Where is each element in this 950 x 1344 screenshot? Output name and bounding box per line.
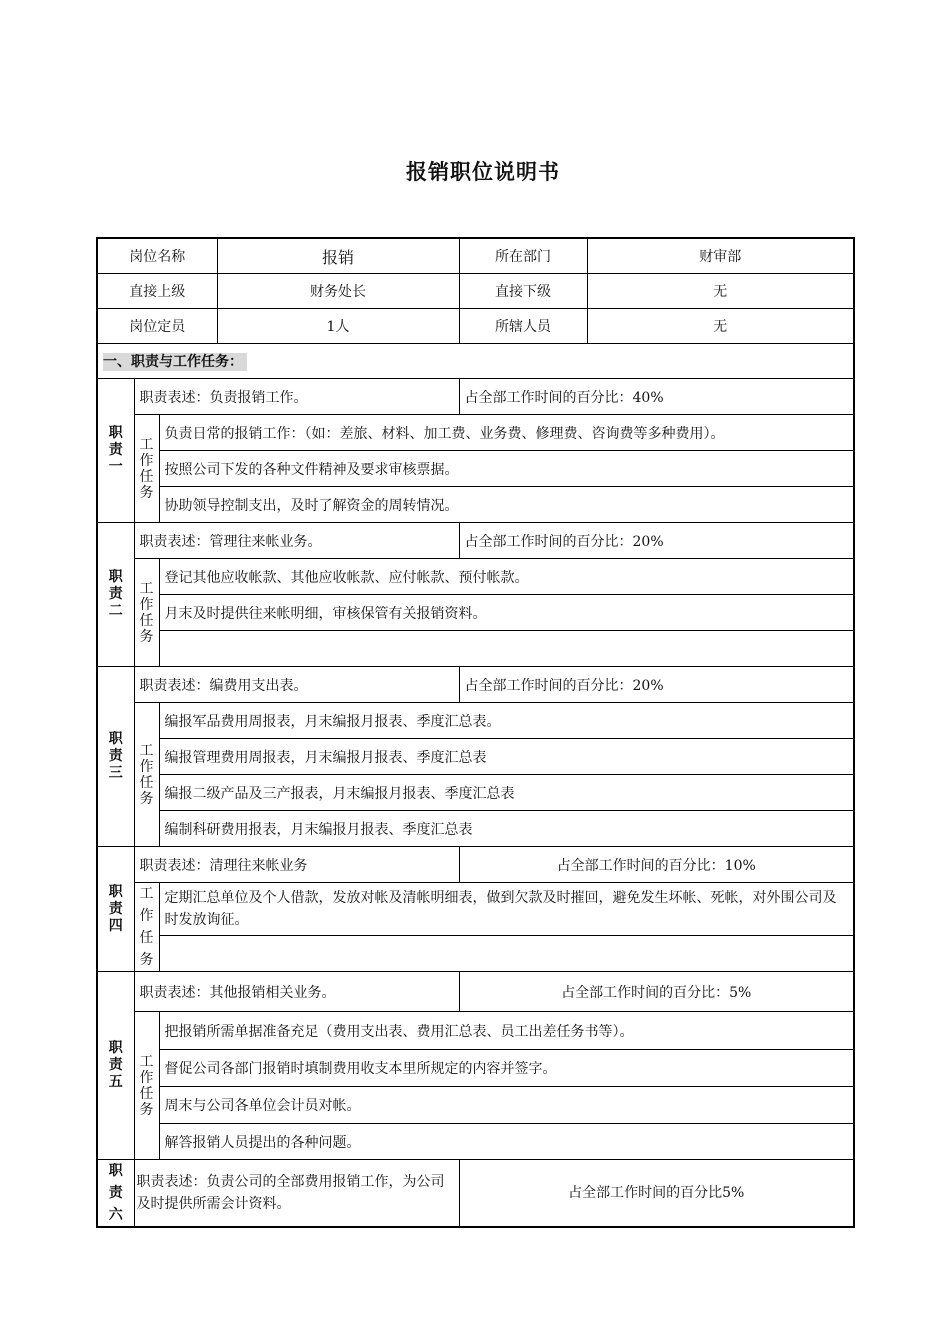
task-item-empty [159,936,854,972]
task-item-empty [159,631,854,667]
header-row-1 [97,238,854,274]
duty-4-statement-row [97,847,854,883]
duty-5-statement-row [97,972,854,1012]
duty-percent: 占全部工作时间的百分比：20% [459,667,854,703]
header-row-2 [97,274,854,309]
duty-3-statement-row [97,667,854,703]
duty-percent: 占全部工作时间的百分比：40% [459,379,854,415]
duty-percent: 占全部工作时间的百分比：20% [459,523,854,559]
duty-statement: 职责表述：负责公司的全部费用报销工作，为公司及时提供所需会计资料。 [134,1160,459,1228]
task-item: 登记其他应收帐款、其他应收帐款、应付帐款、预付帐款。 [159,559,854,595]
duty-6-label: 职 责 六 [97,1160,134,1228]
value-position-name: 报销 [217,238,459,274]
duty-statement: 职责表述：清理往来帐业务 [134,847,459,883]
task-item: 编制科研费用报表，月末编报月报表、季度汇总表 [159,811,854,847]
section-heading: 一、职责与工作任务： [103,353,247,371]
label-department: 所在部门 [459,238,587,274]
duty-statement: 职责表述：其他报销相关业务。 [134,972,459,1012]
value-headcount: 1人 [217,309,459,344]
task-item: 编报军品费用周报表，月末编报月报表、季度汇总表。 [159,703,854,739]
task-item: 解答报销人员提出的各种问题。 [159,1124,854,1160]
duty-5-label: 职 责 五 [97,972,134,1160]
duty-percent: 占全部工作时间的百分比：10% [459,847,854,883]
task-label: 工 作 任 务 [134,703,159,847]
duty-percent: 占全部工作时间的百分比5% [459,1160,854,1228]
task-label: 工 作 任 务 [134,883,159,972]
task-item: 按照公司下发的各种文件精神及要求审核票据。 [159,451,854,487]
task-item: 督促公司各部门报销时填制费用收支本里所规定的内容并签字。 [159,1050,854,1087]
job-description-table [96,237,855,1228]
task-item: 把报销所需单据准备充足（费用支出表、费用汇总表、员工出差任务书等）。 [159,1012,854,1050]
duty-percent: 占全部工作时间的百分比：5% [459,972,854,1012]
duty-4-label: 职 责 四 [97,847,134,972]
header-row-3 [97,309,854,344]
task-item: 编报管理费用周报表，月末编报月报表、季度汇总表 [159,739,854,775]
label-direct-superior: 直接上级 [97,274,217,309]
duty-2-statement-row [97,523,854,559]
value-department: 财审部 [587,238,854,274]
task-item: 协助领导控制支出，及时了解资金的周转情况。 [159,487,854,523]
duty-statement: 职责表述：管理往来帐业务。 [134,523,459,559]
task-item: 周末与公司各单位会计员对帐。 [159,1087,854,1124]
duty-6-statement-row [97,1160,854,1228]
duty-3-label: 职 责 三 [97,667,134,847]
task-item: 编报二级产品及三产报表，月末编报月报表、季度汇总表 [159,775,854,811]
label-staff-managed: 所辖人员 [459,309,587,344]
task-item: 月末及时提供往来帐明细，审核保管有关报销资料。 [159,595,854,631]
task-label: 工 作 任 务 [134,1012,159,1160]
duty-2-label: 职 责 二 [97,523,134,667]
label-position-name: 岗位名称 [97,238,217,274]
task-item: 负责日常的报销工作：（如：差旅、材料、加工费、业务费、修理费、咨询费等多种费用）。 [159,415,854,451]
duty-statement: 职责表述：负责报销工作。 [134,379,459,415]
duty-1-statement-row [97,379,854,415]
task-label: 工 作 任 务 [134,415,159,523]
label-headcount: 岗位定员 [97,309,217,344]
label-direct-subordinate: 直接下级 [459,274,587,309]
task-item: 定期汇总单位及个人借款，发放对帐及清帐明细表，做到欠款及时摧回，避免发生坏帐、死帐，对外围公司及时发放询征。 [159,883,854,936]
duty-statement: 职责表述：编费用支出表。 [134,667,459,703]
section-heading-row [97,344,854,379]
task-label: 工 作 任 务 [134,559,159,667]
document-title: 报销职位说明书 [406,160,560,184]
value-direct-superior: 财务处长 [217,274,459,309]
value-direct-subordinate: 无 [587,274,854,309]
value-staff-managed: 无 [587,309,854,344]
duty-1-label: 职 责 一 [97,379,134,523]
